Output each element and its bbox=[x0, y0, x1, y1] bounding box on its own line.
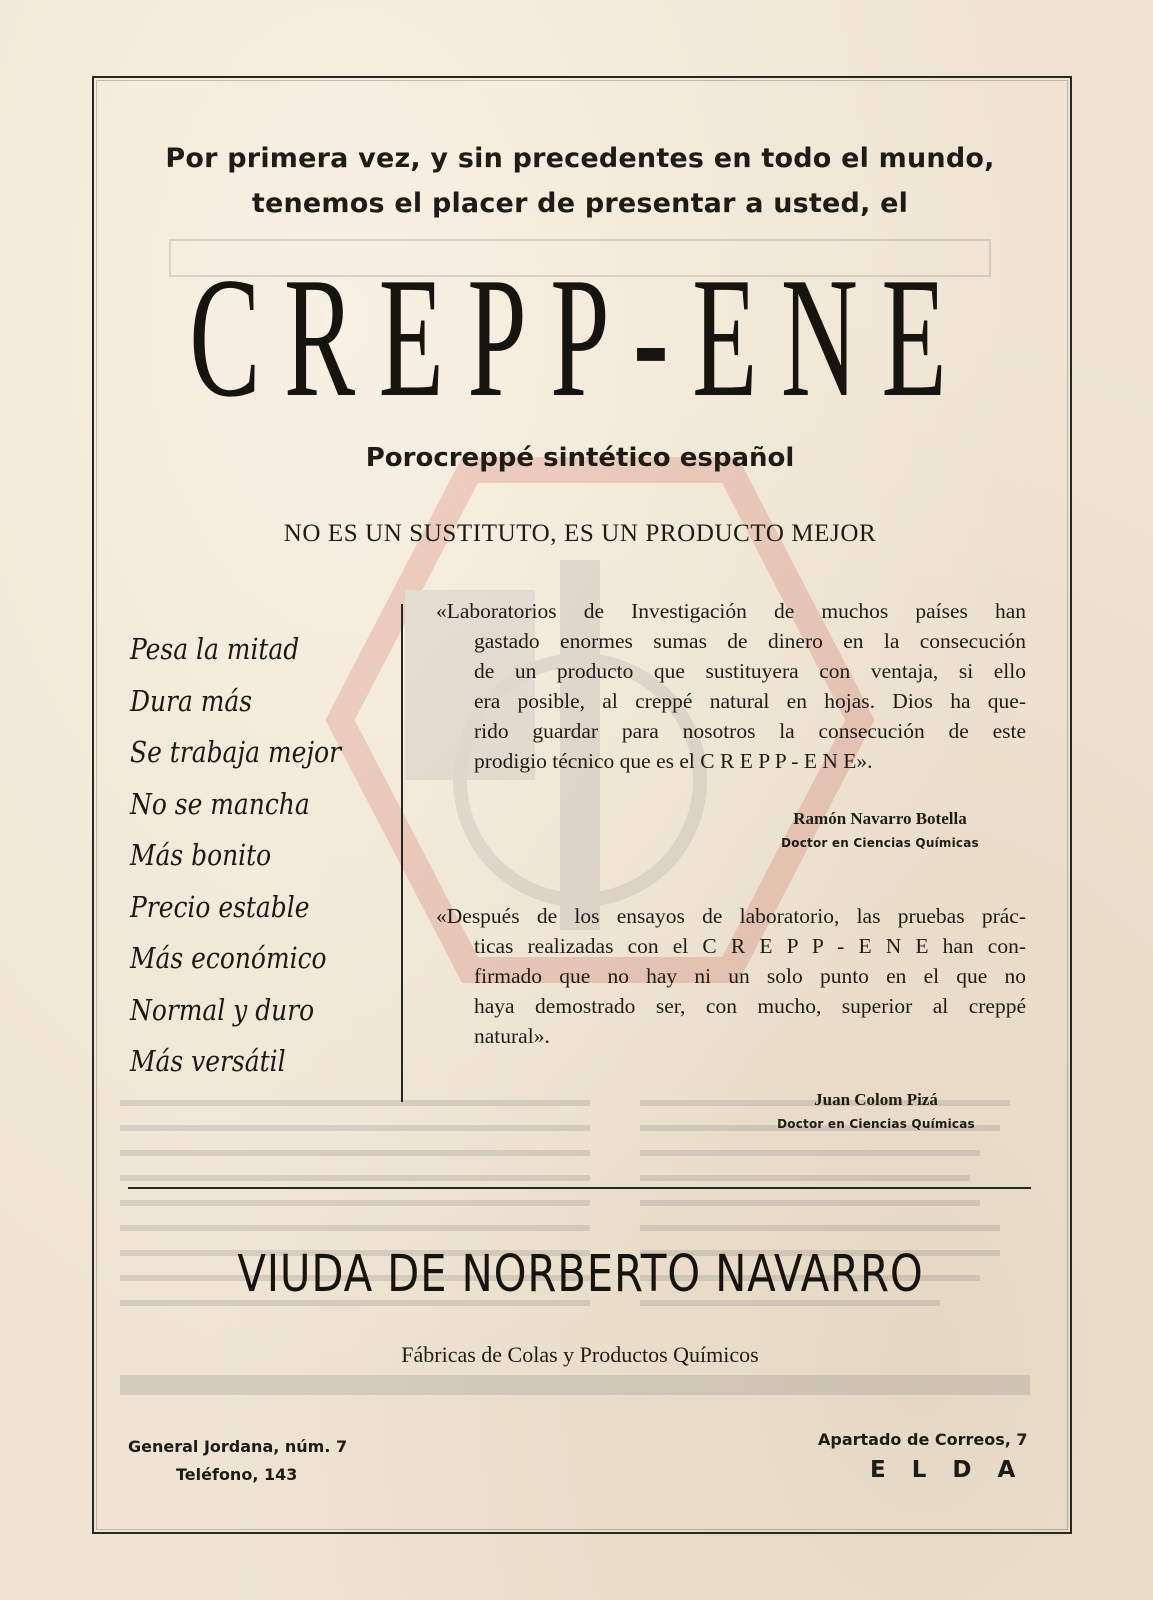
address-street: General Jordana, núm. 7 bbox=[128, 1437, 348, 1456]
benefit-item: Normal y duro bbox=[130, 992, 315, 1027]
benefit-item: Más versátil bbox=[130, 1044, 286, 1078]
testimonial-2 bbox=[436, 901, 1026, 1051]
headline-line-1: Por primera vez, y sin precedentes en todo el mundo, bbox=[165, 143, 995, 174]
column-divider bbox=[401, 604, 403, 1102]
testimonial-line: era posible, al creppé natural en hojas. Dios ha que- bbox=[474, 689, 1026, 713]
testimonial-line: gastado enormes sumas de dinero en la consecución bbox=[474, 629, 1026, 653]
company-tagline: Fábricas de Colas y Productos Químicos bbox=[401, 1342, 759, 1367]
testimonial-line: natural». bbox=[474, 1024, 550, 1048]
company-name-text: VIUDA DE NORBERTO NAVARRO bbox=[236, 1245, 924, 1304]
testimonial-2-author: Juan Colom Pizá bbox=[814, 1090, 938, 1109]
address-city: E L D A bbox=[870, 1457, 1025, 1483]
testimonial-line: de un producto que sustituyera con ventaja, si ello bbox=[474, 659, 1026, 683]
benefits-list bbox=[130, 624, 390, 1088]
testimonial-line: «Laboratorios de Investigación de muchos países han bbox=[436, 599, 1026, 623]
testimonial-1-author-title: Doctor en Ciencias Químicas bbox=[781, 836, 979, 850]
address-po-box: Apartado de Correos, 7 bbox=[818, 1430, 1028, 1449]
benefit-item: Más bonito bbox=[130, 838, 272, 872]
benefit-item: Más económico bbox=[130, 941, 327, 975]
product-subtitle: Porocreppé sintético español bbox=[365, 443, 795, 473]
testimonial-line: ticas realizadas con el C R E P P - E N E han con- bbox=[474, 934, 1026, 958]
headline-line-2: tenemos el placer de presentar a usted, el bbox=[251, 188, 909, 219]
benefit-item: No se mancha bbox=[130, 786, 310, 821]
product-claim: NO ES UN SUSTITUTO, ES UN PRODUCTO MEJOR bbox=[283, 520, 877, 547]
benefit-item: Precio estable bbox=[130, 889, 310, 924]
testimonial-1 bbox=[436, 596, 1026, 776]
section-divider bbox=[128, 1187, 1031, 1189]
testimonial-line: firmado que no hay ni un solo punto en el que no bbox=[474, 964, 1026, 988]
brand-logotype bbox=[120, 243, 1040, 433]
testimonial-line: prodigio técnico que es el C R E P P - E N E». bbox=[474, 749, 873, 773]
brand-name: CREPP-ENE bbox=[189, 243, 971, 433]
benefit-item: Pesa la mitad bbox=[130, 632, 300, 666]
benefit-item: Se trabaja mejor bbox=[130, 735, 342, 769]
address-phone: Teléfono, 143 bbox=[176, 1465, 298, 1484]
testimonial-line: rido guardar para nosotros la consecución de este bbox=[474, 719, 1026, 743]
testimonial-line: haya demostrado ser, con mucho, superior al creppé bbox=[474, 994, 1026, 1018]
testimonial-2-author-title: Doctor en Ciencias Químicas bbox=[777, 1117, 975, 1131]
benefit-item: Dura más bbox=[130, 683, 253, 718]
company-name bbox=[100, 1245, 1060, 1304]
testimonial-line: «Después de los ensayos de laboratorio, las pruebas prác- bbox=[436, 904, 1026, 928]
testimonial-1-author: Ramón Navarro Botella bbox=[793, 809, 967, 828]
